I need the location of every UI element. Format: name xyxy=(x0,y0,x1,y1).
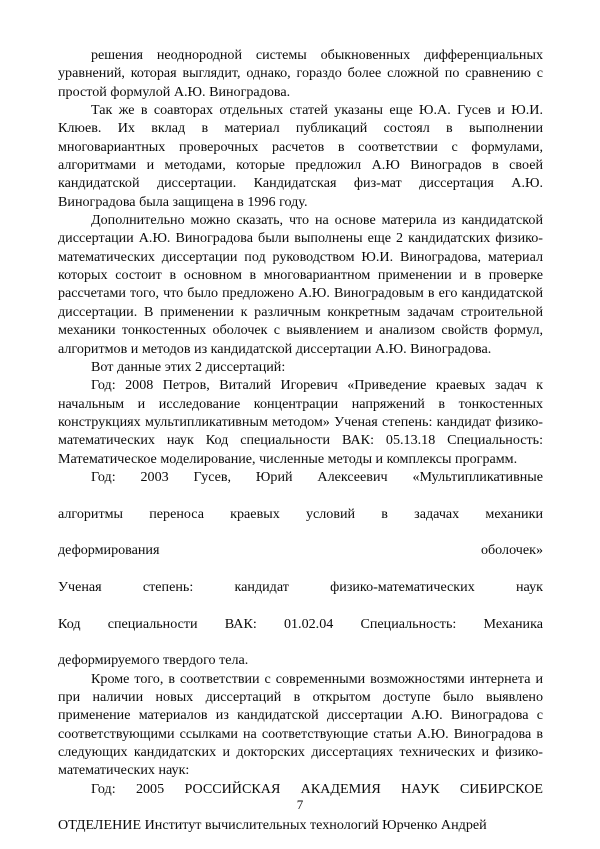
paragraph-5: Год: 2008 Петров, Виталий Игоревич «Приведение краевых задач к начальным и исследование концентрации напряжений в тонкостенных конструкциях мультипликативным методом» Ученая степень: кандидат физико-математических наук Код специальности ВАК: 05.13.18 Специальность: Математическое моделирование, численные методы и комплексы программ. xyxy=(58,377,543,467)
paragraph-6-line-1: Год: 2003 Гусев, Юрий Алексеевич «Мультипликативные xyxy=(91,468,543,485)
paragraph-4: Вот данные этих 2 диссертаций: xyxy=(91,358,286,375)
paragraph-8-tail: ОТДЕЛЕНИЕ Институт вычислительных технологий Юрченко Андрей xyxy=(58,817,487,834)
paragraph-1: решения неоднородной системы обыкновенных дифференциальных уравнений, которая выглядит, однако, гораздо более сложной по сравнению с простой формулой А.Ю. Виноградова. xyxy=(58,47,543,100)
paragraph-2: Так же в соавторах отдельных статей указаны еще Ю.А. Гусев и Ю.И. Клюев. Их вклад в материал публикаций состоял в выполнении многовариантных проверочных расчетов в соответствии с формулами, алгоритмами и методами, которые предложил А.Ю Виноградов в своей кандидатской диссертации. Кандидатская физ-мат диссертация А.Ю. Виноградова была защищена в 1996 году. xyxy=(58,102,543,210)
paragraph-6 xyxy=(58,468,543,670)
paragraph-6-line-4: Ученая степень: кандидат физико-математических наук xyxy=(58,578,543,595)
paragraph-3: Дополнительно можно сказать, что на основе материла из кандидатской диссертации А.Ю. Виноградова были выполнены еще 2 кандидатских физико-математических диссертации под руководством Ю.И. Виноградова, материал которых состоит в основном в многовариантном применении и в проверке рассчетами того, что было предложено А.Ю. Виноградовым в его кандидатской диссертации. В применении к различным конкретным задачам строительной механики тонкостенных оболочек с выявлением и анализом свойств формул, алгоритмов и методов из кандидатской диссертации А.Ю. Виноградова. xyxy=(58,212,543,357)
paragraph-6-line-3: деформирования оболочек» xyxy=(58,542,543,559)
document-text-body xyxy=(58,46,543,835)
paragraph-7: Кроме того, в соответствии с современными возможностями интернета и при наличии новых диссертаций в открытом доступе было выявлено применение материалов из кандидатской диссертации А.Ю. Виноградова с соответствующими ссылками на соответствующие статьи А.Ю. Виноградова в следующих кандидатских и докторских диссертациях технических и физико-математических наук: xyxy=(58,670,543,779)
paragraph-6-tail: деформируемого твердого тела. xyxy=(58,652,249,669)
paragraph-8-line-1: Год: 2005 РОССИЙСКАЯ АКАДЕМИЯ НАУК СИБИРСКОЕ xyxy=(91,780,543,797)
paragraph-6-line-5: Код специальности ВАК: 01.02.04 Специальность: Механика xyxy=(58,615,543,632)
paragraph-6-line-2: алгоритмы переноса краевых условий в задачах механики xyxy=(58,505,543,522)
page-number: 7 xyxy=(296,797,304,812)
